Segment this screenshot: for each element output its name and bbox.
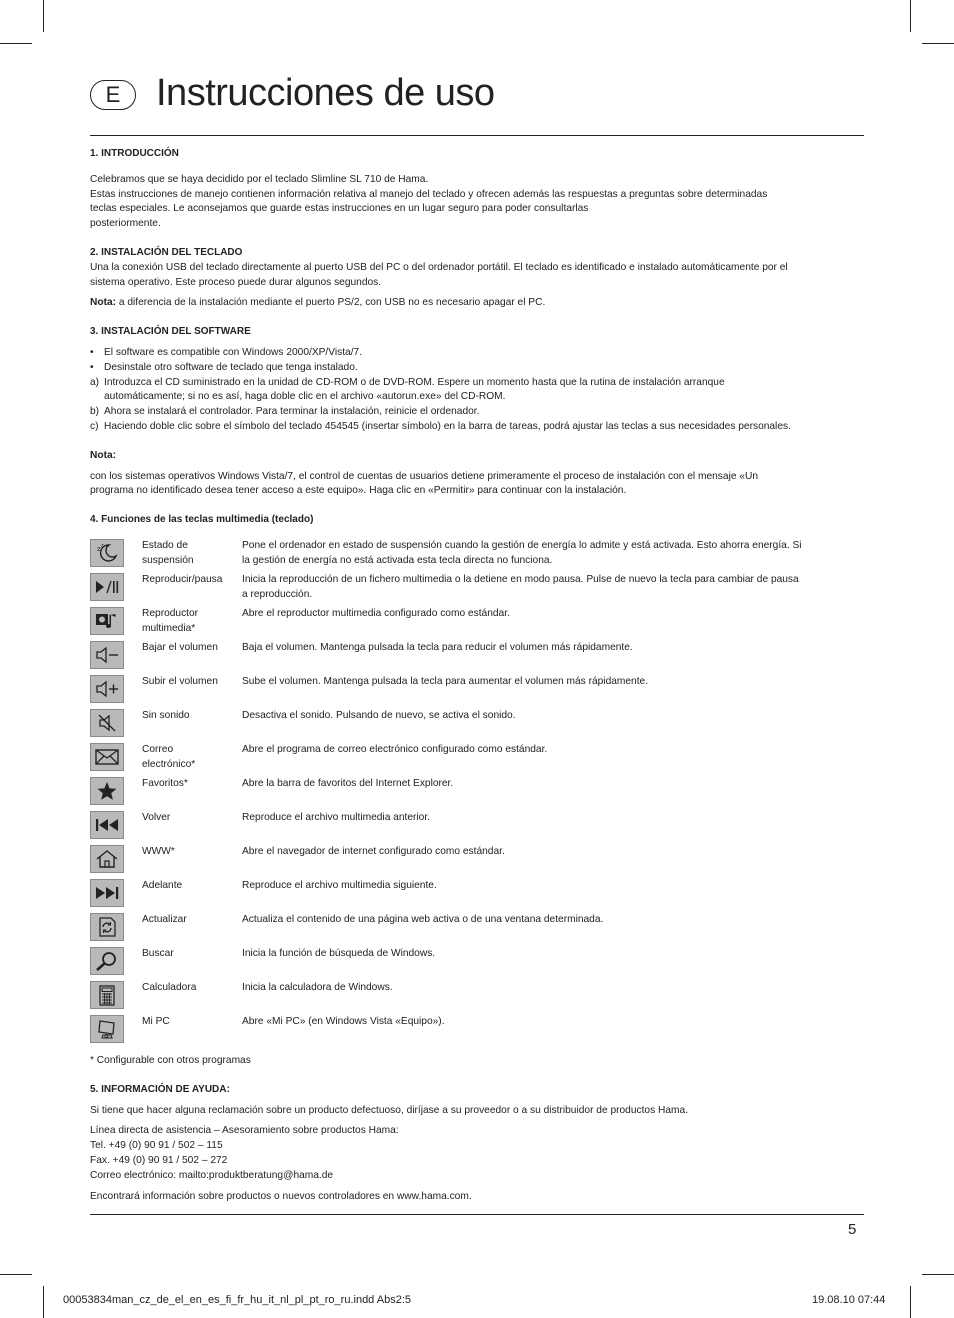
key-name-line: Favoritos* [142,777,188,789]
crop-mark [922,1274,954,1275]
note-text: a diferencia de la instalación mediante el puerto PS/2, con USB no es necesario apagar el PC. [116,297,546,309]
crop-mark [910,0,911,32]
section-help-info [90,1083,864,1205]
key-icon-cell [90,810,142,844]
sleep-moon-icon [90,539,124,567]
key-description-line: Inicia la reproducción de un fichero multimedia o la detiene en modo pausa. Pulse de nuevo la tecla para cambiar de pausa [242,573,799,585]
crop-mark [0,43,32,44]
key-icon-cell [90,844,142,878]
page-header [90,70,864,120]
key-name [142,980,242,1014]
refresh-icon [90,913,124,941]
key-description [242,742,864,776]
play-pause-icon [90,573,124,601]
key-name-line: Reproducir/pausa [142,573,223,585]
section-heading: 5. INFORMACIÓN DE AYUDA: [90,1083,230,1095]
page-title: Instrucciones de uso [156,72,495,114]
key-row [90,708,864,742]
key-row [90,912,864,946]
key-description-line: Abre «Mi PC» (en Windows Vista «Equipo»). [242,1015,445,1027]
key-row [90,742,864,776]
key-icon-cell [90,640,142,674]
key-description-line: Pone el ordenador en estado de suspensión cuando la gestión de energía lo admite y está activada. Esto ahorra energía. Si [242,539,802,551]
key-name [142,878,242,912]
bullet-list [90,346,864,376]
volume-down-icon [90,641,124,669]
paragraph-line: Estas instrucciones de manejo contienen información relativa al manejo del teclado y ofrecen además las respuestas a preguntas sobre determinadas [90,188,768,200]
key-icon-cell [90,776,142,810]
key-name-line: Subir el volumen [142,675,218,687]
key-name-line: multimedia* [142,622,196,634]
mail-envelope-icon [90,743,124,771]
key-name [142,1014,242,1048]
key-description-line: Abre el reproductor multimedia configurado como estándar. [242,607,510,619]
key-name [142,844,242,878]
key-row [90,810,864,844]
key-row [90,1014,864,1048]
key-icon-cell [90,980,142,1014]
step-line: Ahora se instalará el controlador. Para terminar la instalación, reinicie el ordenador. [104,406,480,418]
step-marker: b) [90,406,100,418]
key-icon-cell [90,742,142,776]
key-name [142,946,242,980]
keys-table [90,538,864,1048]
volume-up-icon [90,675,124,703]
media-player-icon [90,607,124,635]
key-name [142,640,242,674]
note-line: con los sistemas operativos Windows Vista/7, el control de cuentas de usuarios detiene primeramente el proceso de instalación con el mensaje «Un [90,470,759,482]
document-body [90,147,864,1204]
previous-track-icon [90,811,124,839]
key-description-line: Abre el navegador de internet configurado como estándar. [242,845,505,857]
list-item: • El software es compatible con Windows 2000/XP/Vista/7. [90,346,864,361]
crop-mark [43,0,44,32]
key-description [242,708,864,742]
key-name [142,776,242,810]
key-name [142,606,242,640]
key-name-line: Buscar [142,947,174,959]
key-name-line: Calculadora [142,981,197,993]
contact-line: Correo electrónico: mailto:produktberatung@hama.de [90,1169,334,1181]
search-magnifier-icon [90,947,124,975]
key-name-line: Bajar el volumen [142,641,218,653]
key-description-line: la gestión de energía no está activada esta tecla directa no funciona. [242,554,553,566]
key-name [142,912,242,946]
language-badge: E [90,80,136,110]
key-description-line: Abre el programa de correo electrónico configurado como estándar. [242,743,548,755]
key-row [90,946,864,980]
svg-text:z: z [101,542,104,549]
key-description [242,538,864,572]
section-keyboard-install [90,246,864,311]
svg-text:z: z [97,544,101,553]
step-marker: a) [90,376,100,388]
key-name-line: suspensión [142,554,194,566]
step-list [90,376,864,435]
list-item [90,420,864,435]
key-icon-cell [90,572,142,606]
key-row [90,776,864,810]
key-row [90,674,864,708]
star-icon [90,777,124,805]
key-description [242,1014,864,1048]
list-item [90,376,864,406]
key-row [90,844,864,878]
section-introduction [90,147,864,232]
key-name [142,708,242,742]
key-description-line: Inicia la función de búsqueda de Windows. [242,947,436,959]
key-description [242,776,864,810]
key-icon-cell [90,538,142,572]
mute-icon [90,709,124,737]
key-name-line: electrónico* [142,758,196,770]
key-description-line: Abre la barra de favoritos del Internet Explorer. [242,777,454,789]
section-heading: 1. INTRODUCCIÓN [90,148,179,159]
contact-line: Tel. +49 (0) 90 91 / 502 – 115 [90,1140,223,1152]
footer-rule [90,1214,864,1215]
header-rule [90,135,864,136]
step-line: Haciendo doble clic sobre el símbolo del teclado 454545 (insertar símbolo) en la barra de tareas, podrá ajustar las teclas a sus necesidades personales. [104,420,791,432]
key-description [242,946,864,980]
key-name-line: Estado de [142,539,188,551]
key-description [242,606,864,640]
key-name-line: Sin sonido [142,709,190,721]
key-row [90,606,864,640]
calculator-icon [90,981,124,1009]
footnote: * Configurable con otros programas [90,1054,251,1066]
key-icon-cell [90,674,142,708]
my-computer-icon [90,1015,124,1043]
paragraph-line: Celebramos que se haya decidido por el teclado Slimline SL 710 de Hama. [90,173,429,185]
key-description-line: Reproduce el archivo multimedia anterior. [242,811,430,823]
paragraph-line: Una la conexión USB del teclado directamente al puerto USB del PC o del ordenador portátil. El teclado es identificado e instalado automáticamente por el [90,261,788,273]
key-icon-cell [90,878,142,912]
key-icon-cell [90,708,142,742]
crop-mark [922,43,954,44]
key-name-line: Actualizar [142,913,187,925]
key-name-line: Reproductor [142,607,199,619]
key-description-line: Reproduce el archivo multimedia siguiente. [242,879,437,891]
step-line: automáticamente; si no es así, haga doble clic en el archivo «autorun.exe» del CD-ROM. [104,391,506,403]
key-description-line: Sube el volumen. Mantenga pulsada la tecla para aumentar el volumen más rápidamente. [242,675,649,687]
key-icon-cell [90,912,142,946]
key-description [242,878,864,912]
paragraph-line: sistema operativo. Este proceso puede durar algunos segundos. [90,276,382,288]
step-marker: c) [90,420,99,432]
key-name-line: Mi PC [142,1015,170,1027]
key-row [90,980,864,1014]
key-description [242,912,864,946]
footer-filename: 00053834man_cz_de_el_en_es_fi_fr_hu_it_nl_pl_pt_ro_ru.indd Abs2:5 [63,1294,411,1306]
key-icon-cell [90,946,142,980]
key-description [242,980,864,1014]
key-row [90,640,864,674]
contact-line: Fax. +49 (0) 90 91 / 502 – 272 [90,1154,228,1166]
key-name [142,674,242,708]
note [90,296,864,311]
section-multimedia-keys [90,513,864,1069]
note-label [90,449,864,464]
home-icon [90,845,124,873]
section-heading: 4. Funciones de las teclas multimedia (teclado) [90,514,314,526]
key-description-line: Actualiza el contenido de una página web activa o de una ventana determinada. [242,913,604,925]
next-track-icon [90,879,124,907]
crop-mark [43,1286,44,1318]
page-number: 5 [848,1221,857,1238]
key-description [242,810,864,844]
key-name [142,572,242,606]
list-item [90,405,864,420]
footer-date: 19.08.10 07:44 [812,1294,886,1306]
section-heading: 2. INSTALACIÓN DEL TECLADO [90,246,243,258]
section-heading: 3. INSTALACIÓN DEL SOFTWARE [90,326,251,338]
key-icon-cell [90,606,142,640]
paragraph: Encontrará información sobre productos o nuevos controladores en www.hama.com. [90,1190,472,1202]
key-name [142,742,242,776]
key-name-line: Volver [142,811,171,823]
crop-mark [910,1286,911,1318]
key-description [242,640,864,674]
paragraph: Si tiene que hacer alguna reclamación sobre un producto defectuoso, diríjase a su proveedor o a su distribuidor de productos Hama. [90,1104,689,1116]
key-row [90,878,864,912]
key-description [242,572,864,606]
paragraph-line: posteriormente. [90,218,161,230]
list-item: • Desinstale otro software de teclado que tenga instalado. [90,361,864,376]
note-label-text: Nota: [90,449,117,461]
step-line: Introduzca el CD suministrado en la unidad de CD-ROM o de DVD-ROM. Espere un momento hasta que la rutina de instalación arranque [104,376,725,388]
key-row [90,572,864,606]
crop-mark [0,1274,32,1275]
key-description-line: Baja el volumen. Mantenga pulsada la tecla para reducir el volumen más rápidamente. [242,641,633,653]
key-description [242,674,864,708]
key-name-line: Adelante [142,879,183,891]
key-description-line: a reproducción. [242,588,313,600]
key-name [142,538,242,572]
key-description [242,844,864,878]
key-description-line: Inicia la calculadora de Windows. [242,981,393,993]
key-row [90,538,864,572]
note-line: programa no identificado desea tener acceso a este equipo». Haga clic en «Permitir» para continuar con la instalación. [90,485,627,497]
key-name-line: WWW* [142,845,175,857]
key-description-line: Desactiva el sonido. Pulsando de nuevo, se activa el sonido. [242,709,516,721]
contact-line: Línea directa de asistencia – Asesoramiento sobre productos Hama: [90,1125,399,1137]
paragraph-line: teclas especiales. Le aconsejamos que guarde estas instrucciones en un lugar seguro para poder consultarlas [90,203,589,215]
key-icon-cell [90,1014,142,1048]
key-name-line: Correo [142,743,174,755]
section-software-install [90,325,864,499]
note-label: Nota: [90,297,117,309]
key-name [142,810,242,844]
